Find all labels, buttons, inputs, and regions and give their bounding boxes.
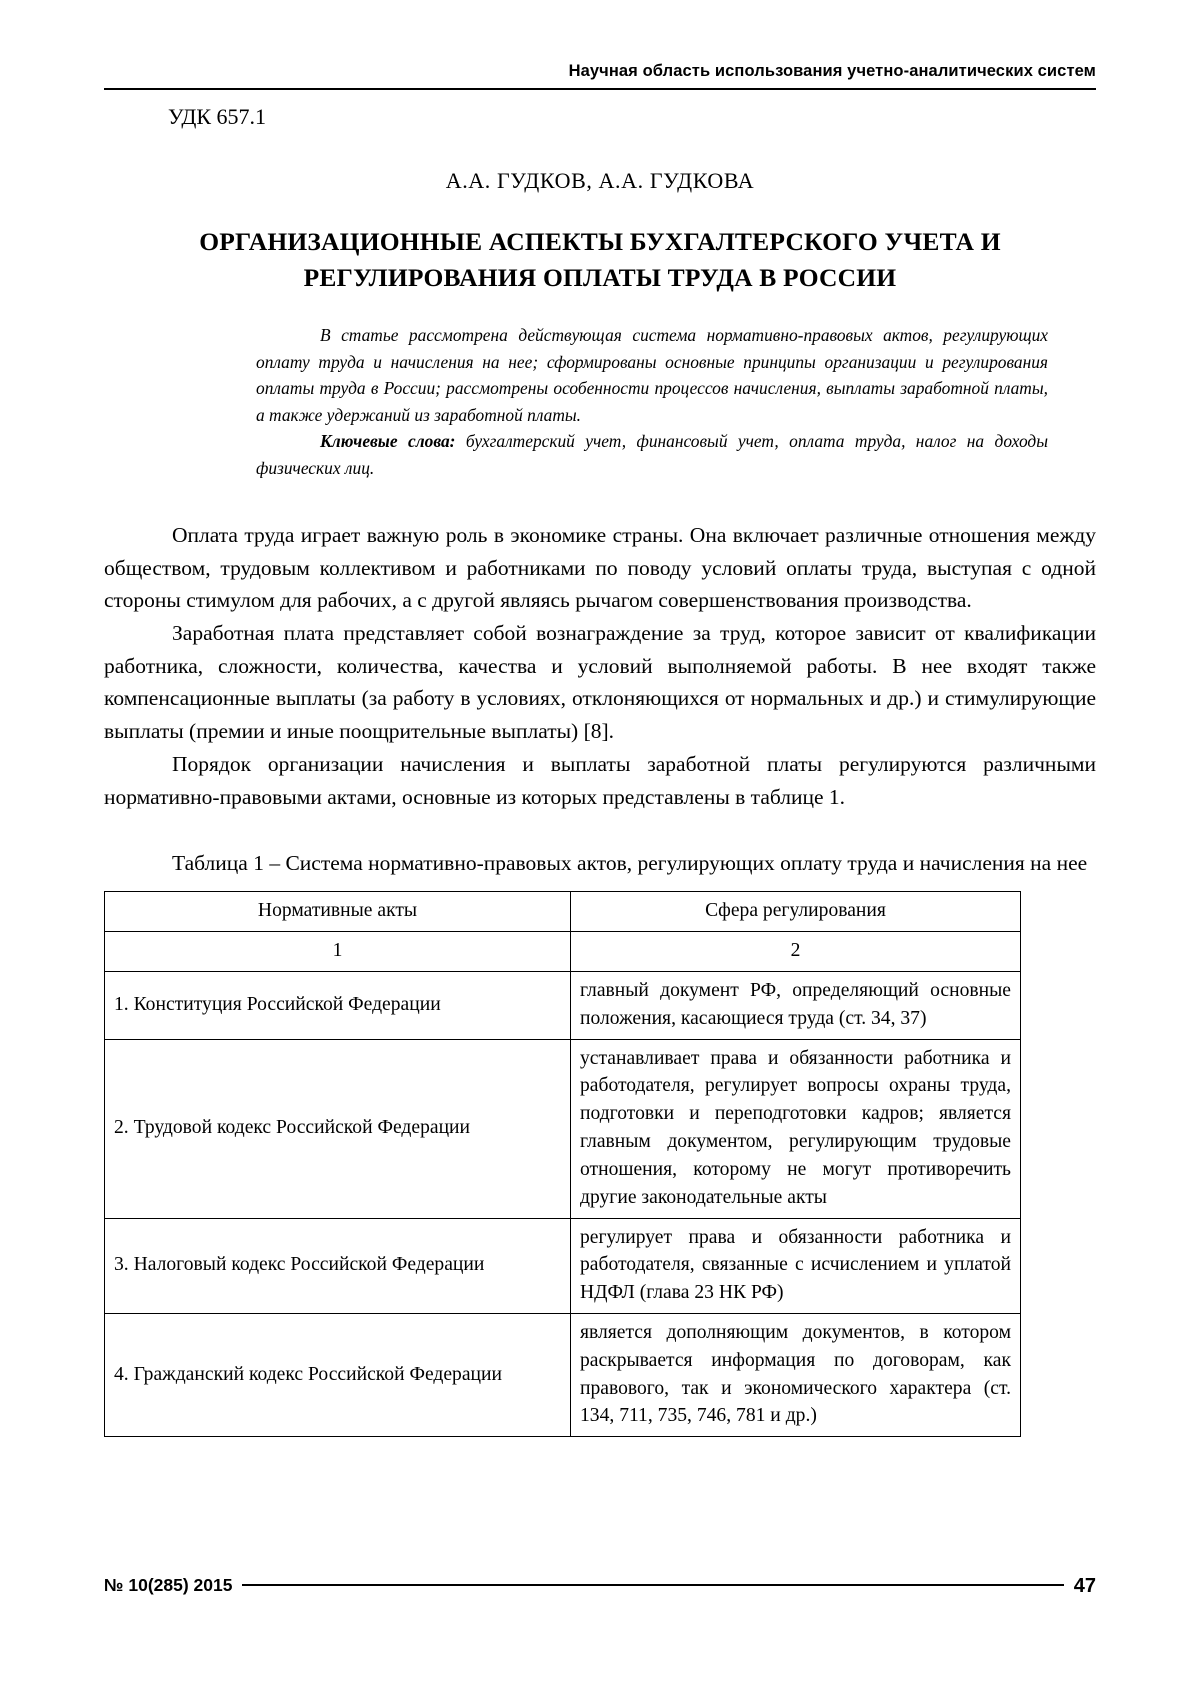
table-cell-scope: устанавливает права и обязанности работника и работодателя, регулирует вопросы охраны труда, подготовки и переподготовки кадров; является главным документом, регулирующим трудовые отношения, которому не могут противоречить другие законодательные акты (571, 1039, 1021, 1218)
table-row (105, 972, 1021, 1040)
article-content (104, 104, 1096, 1437)
paragraph-1: Оплата труда играет важную роль в экономике страны. Она включает различные отношения между обществом, трудовым коллективом и работниками по поводу условий оплаты труда, выступая с одной стороны стимулом для рабочих, а с другой являясь рычагом совершенствования производства. (104, 523, 1096, 613)
table-row (105, 1313, 1021, 1436)
table-header-scope: Сфера регулирования (571, 892, 1021, 932)
issue-number: № 10(285) 2015 (104, 1575, 242, 1596)
keywords-block (256, 428, 1048, 481)
running-head: Научная область использования учетно-аналитических систем (568, 62, 1096, 80)
column-number-2: 2 (571, 932, 1021, 972)
table-column-number-row (105, 932, 1021, 972)
table-cell-scope: регулирует права и обязанности работника и работодателя, связанные с исчислением и уплатой НДФЛ (глава 23 НК РФ) (571, 1218, 1021, 1313)
table-row (105, 1039, 1021, 1218)
header-divider (104, 88, 1096, 90)
footer-divider (104, 1584, 1096, 1586)
paragraph-3: Порядок организации начисления и выплаты заработной платы регулируются различными нормативно-правовыми актами, основные из которых представлены в таблице 1. (104, 751, 1096, 809)
udk-code: УДК 657.1 (168, 104, 267, 129)
abstract-text: В статье рассмотрена действующая система нормативно-правовых актов, регулирующих оплату труда и начисления на нее; сформированы основные принципы организации и регулирования оплаты труда в России; рассмотрены особенности процессов начисления, выплаты заработной платы, а также удержаний из заработной платы. (256, 325, 1048, 425)
table-header-acts: Нормативные акты (105, 892, 571, 932)
table-cell-act: 3. Налоговый кодекс Российской Федерации (105, 1218, 571, 1313)
table-cell-act: 2. Трудовой кодекс Российской Федерации (105, 1039, 571, 1218)
abstract (256, 322, 1048, 428)
paragraph-2: Заработная плата представляет собой вознаграждение за труд, которое зависит от квалификации работника, сложности, количества, качества и условий выполняемой работы. В нее входят также компенсационные выплаты (за работу в условиях, отклоняющихся от нормальных и др.) и стимулирующие выплаты (премии и иные поощрительные выплаты) [8]. (104, 621, 1096, 744)
author-list: А.А. ГУДКОВ, А.А. ГУДКОВА (445, 168, 755, 193)
table-cell-scope: является дополняющим документов, в котором раскрывается информация по договорам, как правового, так и экономического характера (ст. 134, 711, 735, 746, 781 и др.) (571, 1313, 1021, 1436)
table-cell-act: 1. Конституция Российской Федерации (105, 972, 571, 1040)
table-caption: Таблица 1 – Система нормативно-правовых актов, регулирующих оплату труда и начисления на нее (172, 851, 1088, 876)
table-header-row (105, 892, 1021, 932)
regulatory-acts-table (104, 891, 1021, 1437)
table-cell-scope: главный документ РФ, определяющий основные положения, касающиеся труда (ст. 34, 37) (571, 972, 1021, 1040)
keywords-label: Ключевые слова: (320, 431, 456, 452)
column-number-1: 1 (105, 932, 571, 972)
body-text (104, 519, 1096, 813)
page-number: 47 (1064, 1575, 1096, 1598)
keywords-text: бухгалтерский учет, финансовый учет, оплата труда, налог на доходы физических лиц. (256, 431, 1048, 478)
table-row (105, 1218, 1021, 1313)
table-cell-act: 4. Гражданский кодекс Российской Федерации (105, 1313, 571, 1436)
article-title: ОРГАНИЗАЦИОННЫЕ АСПЕКТЫ БУХГАЛТЕРСКОГО УЧЕТА И РЕГУЛИРОВАНИЯ ОПЛАТЫ ТРУДА В РОССИИ (199, 227, 1001, 293)
